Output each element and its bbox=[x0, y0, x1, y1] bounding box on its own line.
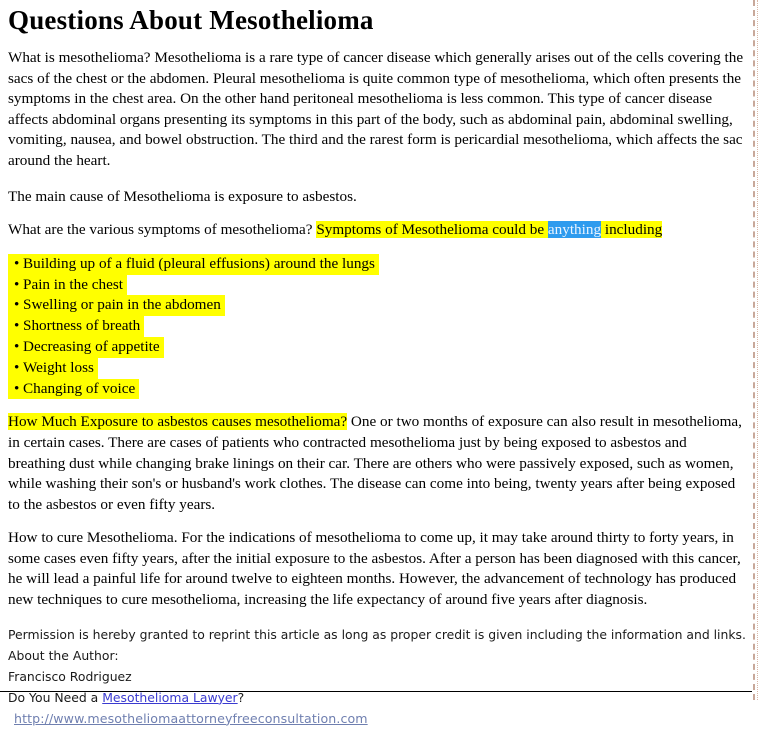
symptoms-highlight-after: including bbox=[601, 221, 663, 239]
paragraph-cure: How to cure Mesothelioma. For the indications of mesothelioma to come up, it may take around thirty to forty years, in some cases even fifty years, after the initial exposure to the asbestos. After a person has been diagnosed with this cancer, he will lead a painful life for around twelve to eighteen months. However, the advancement of technology has produced new techniques to cure mesothelioma, increasing the life expectancy of around five years after diagnosis. bbox=[8, 529, 741, 609]
paragraph-what-is-mesothelioma: What is mesothelioma? Mesothelioma is a rare type of cancer disease which generally arises out of the cells covering the sacs of the chest or the abdomen. Pleural mesothelioma is quite common type of mesothelioma, which often presents the symptoms in the chest area. On the other hand peritoneal mesothelioma is less common. This type of cancer disease affects abdominal organs presenting its symptoms in this part of the body, such as abdominal pain, abdominal swelling, vomiting, nausea, and bowel obstruction. The third and the rarest form is pericardial mesothelioma, which affects the sac around the heart. bbox=[8, 49, 744, 169]
paragraph-exposure bbox=[8, 412, 746, 515]
footer-about-label: About the Author: bbox=[8, 647, 119, 663]
paragraph-main-cause: The main cause of Mesothelioma is exposure to asbestos. bbox=[8, 187, 357, 205]
bullet-icon: • bbox=[14, 317, 20, 335]
list-item-label: Pain in the chest bbox=[23, 275, 123, 293]
list-item bbox=[8, 254, 746, 275]
list-item-highlight bbox=[8, 275, 127, 296]
article-footer bbox=[8, 624, 746, 729]
list-item-label: Changing of voice bbox=[23, 379, 136, 397]
list-item-highlight bbox=[8, 358, 98, 379]
article-content bbox=[8, 4, 746, 729]
mesothelioma-lawyer-link[interactable]: Mesothelioma Lawyer bbox=[102, 689, 238, 705]
list-item-highlight bbox=[8, 337, 164, 358]
list-item bbox=[8, 316, 746, 337]
symptoms-highlight-before: Symptoms of Mesothelioma could be bbox=[316, 221, 548, 239]
list-item bbox=[8, 275, 746, 296]
list-item bbox=[8, 358, 746, 379]
list-item bbox=[8, 295, 746, 316]
symptoms-question-text: What are the various symptoms of mesothelioma? bbox=[8, 221, 317, 239]
exposure-question-highlight: How Much Exposure to asbestos causes mesothelioma? bbox=[8, 413, 348, 431]
footer-permission-text: Permission is hereby granted to reprint this article as long as proper credit is given including the information and links. bbox=[8, 626, 746, 642]
bullet-icon: • bbox=[14, 254, 20, 272]
list-item bbox=[8, 379, 746, 400]
list-item bbox=[8, 337, 746, 358]
list-item-label: Swelling or pain in the abdomen bbox=[23, 296, 221, 314]
bullet-icon: • bbox=[14, 275, 20, 293]
list-item-label: Weight loss bbox=[23, 358, 94, 376]
list-item-highlight bbox=[8, 379, 139, 400]
symptoms-list bbox=[8, 254, 746, 400]
list-item-label: Shortness of breath bbox=[23, 317, 141, 335]
bullet-icon: • bbox=[14, 379, 20, 397]
list-item-highlight bbox=[8, 254, 379, 275]
footer-need-prefix: Do You Need a bbox=[8, 689, 103, 705]
footer-author-name: Francisco Rodriguez bbox=[8, 668, 132, 684]
symptoms-highlight bbox=[316, 221, 662, 238]
bullet-icon: • bbox=[14, 358, 20, 376]
paragraph-symptoms-question bbox=[8, 220, 746, 241]
list-item-label: Decreasing of appetite bbox=[23, 337, 160, 355]
exposure-question-body: One or two months of exposure can also result in mesothelioma, in certain cases. There are cases of patients who contracted mesothelioma just by being exposed to asbestos and breathing dust while changing brake linings on their car. There are others who were passively exposed, such as women, while washing their son's or husband's work clothes. The disease can come into being, twenty years after being exposed to the asbestos or even fifty years. bbox=[8, 413, 742, 513]
website-url-link[interactable]: http://www.mesotheliomaattorneyfreeconsultation.com bbox=[14, 710, 368, 726]
selected-word[interactable]: anything bbox=[547, 221, 602, 239]
footer-need-suffix: ? bbox=[237, 689, 245, 705]
footer-url-line bbox=[8, 708, 746, 729]
list-item-highlight bbox=[8, 316, 144, 337]
footer-lawyer-question bbox=[8, 687, 746, 708]
page-right-dashed-rule bbox=[753, 0, 755, 700]
bullet-icon: • bbox=[14, 296, 20, 314]
list-item-highlight bbox=[8, 295, 225, 316]
page-title: Questions About Mesothelioma bbox=[8, 5, 374, 35]
bullet-icon: • bbox=[14, 337, 20, 355]
list-item-label: Building up of a fluid (pleural effusions) around the lungs bbox=[23, 254, 375, 272]
